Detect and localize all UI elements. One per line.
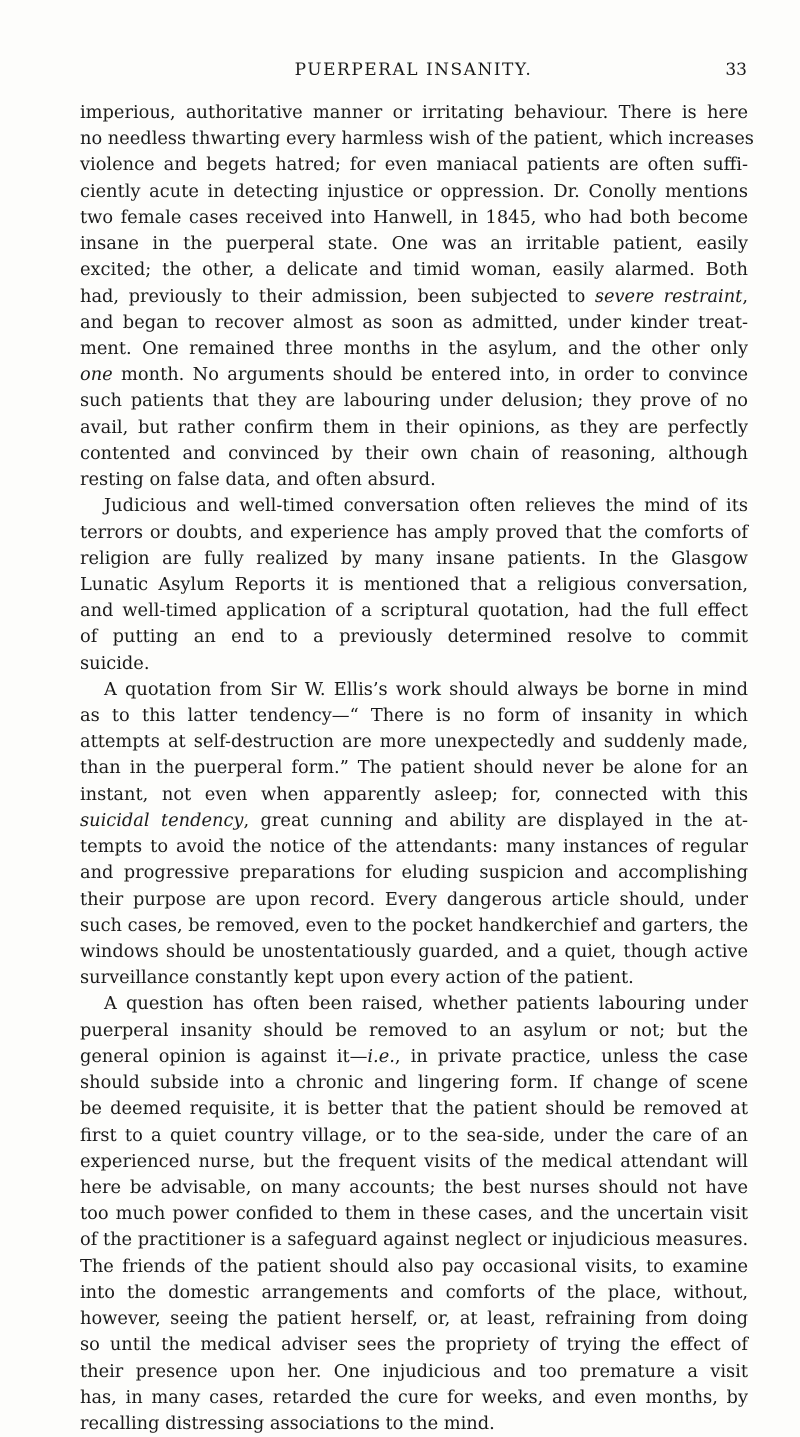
text-line: tempts to avoid the notice of the attendants: many instances of regular	[80, 836, 748, 858]
text-line: Lunatic Asylum Reports it is mentioned that a religious conversation,	[80, 573, 748, 595]
paragraph-end-line: resting on false data, and often absurd.	[80, 469, 436, 491]
text-line: however, seeing the patient herself, or, at least, refraining from doing	[80, 1308, 748, 1330]
text-line: excited; the other, a delicate and timid woman, easily alarmed. Both	[80, 259, 748, 281]
text-line: general opinion is against it—i.e., in private practice, unless the case	[80, 1045, 748, 1067]
text-line: such patients that they are labouring under delusion; they prove of no	[80, 390, 748, 412]
paragraph-end-line: suicide.	[80, 652, 150, 674]
text-line: windows should be unostentatiously guarded, and a quiet, though active	[80, 941, 748, 962]
paragraph-first-line: Judicious and well-timed conversation often relieves the mind of its	[104, 495, 748, 517]
text-line: of the practitioner is a safeguard against neglect or injudicious measures.	[80, 1229, 749, 1251]
text-line: ciently acute in detecting injustice or oppression. Dr. Conolly mentions	[80, 180, 748, 202]
text-line: so until the medical adviser sees the propriety of trying the effect of	[80, 1334, 748, 1356]
text-line: and well-timed application of a scriptural quotation, had the full effect	[80, 600, 748, 622]
paragraph-end-line: surveillance constantly kept upon every action of the patient.	[80, 967, 634, 989]
text-line: contented and convinced by their own chain of reasoning, although	[80, 442, 748, 464]
paragraph-first-line: A quotation from Sir W. Ellis’s work should always be borne in mind	[104, 678, 748, 700]
text-line: has, in many cases, retarded the cure for weeks, and even months, by	[80, 1386, 748, 1408]
running-title: PUERPERAL INSANITY.	[294, 60, 533, 80]
text-line: religion are fully realized by many insane patients. In the Glasgow	[80, 547, 748, 569]
text-line: such cases, be removed, even to the pocket handkerchief and garters, the	[80, 914, 749, 936]
text-line: avail, but rather confirm them in their opinions, as they are perfectly	[80, 416, 748, 438]
text-line: terrors or doubts, and experience has amply proved that the comforts of	[80, 521, 748, 543]
text-line: attempts at self-destruction are more unexpectedly and suddenly made,	[80, 731, 748, 753]
paragraph-first-line: A question has often been raised, whether patients labouring under	[104, 993, 748, 1015]
text-line: imperious, authoritative manner or irritating behaviour. There is here	[80, 102, 748, 123]
text-line: first to a quiet country village, or to the sea-side, under the care of an	[80, 1124, 748, 1146]
italic-emphasis: severe restraint	[594, 285, 743, 307]
text-line: insane in the puerperal state. One was an irritable patient, easily	[80, 233, 748, 255]
text-line: violence and begets hatred; for even maniacal patients are often suffi-	[80, 154, 748, 176]
page-number: 33	[725, 60, 747, 80]
text-line: instant, not even when apparently asleep; for, connected with this	[80, 783, 748, 805]
text-line: into the domestic arrangements and comforts of the place, without,	[80, 1281, 748, 1303]
text-line: no needless thwarting every harmless wish of the patient, which increases	[80, 128, 754, 150]
text-line: should subside into a chronic and lingering form. If change of scene	[80, 1072, 748, 1094]
text-line: too much power confided to them in these cases, and the uncertain visit	[80, 1203, 748, 1225]
text-line: The friends of the patient should also pay occasional visits, to examine	[80, 1255, 748, 1277]
text-line: one month. No arguments should be entered into, in order to convince	[80, 364, 748, 386]
body-text	[80, 100, 754, 1437]
text-line: of putting an end to a previously determined resolve to commit	[80, 626, 748, 648]
paragraph-end-line: recalling distressing associations to the mind.	[80, 1412, 495, 1434]
text-line: be deemed requisite, it is better that the patient should be removed at	[80, 1098, 748, 1120]
text-line: as to this latter tendency—“ There is no form of insanity in which	[80, 705, 748, 727]
text-line: puerperal insanity should be removed to an asylum or not; but the	[80, 1019, 748, 1041]
italic-emphasis: one	[80, 364, 113, 386]
running-head	[80, 60, 747, 84]
text-line: suicidal tendency, great cunning and ability are displayed in the at-	[80, 809, 748, 831]
text-line: ment. One remained three months in the asylum, and the other only	[80, 337, 748, 359]
text-line: and progressive preparations for eluding suspicion and accomplishing	[80, 862, 748, 884]
italic-emphasis: suicidal tendency	[80, 809, 244, 831]
text-line: experienced nurse, but the frequent visits of the medical attendant will	[80, 1150, 748, 1172]
text-line: had, previously to their admission, been subjected to severe restraint,	[80, 285, 748, 307]
text-line: than in the puerperal form.” The patient should never be alone for an	[80, 757, 748, 779]
text-line: here be advisable, on many accounts; the best nurses should not have	[80, 1176, 748, 1198]
text-line: two female cases received into Hanwell, in 1845, who had both become	[80, 206, 748, 228]
text-line: and began to recover almost as soon as admitted, under kinder treat-	[80, 311, 748, 333]
italic-emphasis: i.e.	[367, 1045, 395, 1067]
text-line: their presence upon her. One injudicious and too premature a visit	[80, 1360, 748, 1382]
text-line: their purpose are upon record. Every dangerous article should, under	[80, 888, 748, 910]
